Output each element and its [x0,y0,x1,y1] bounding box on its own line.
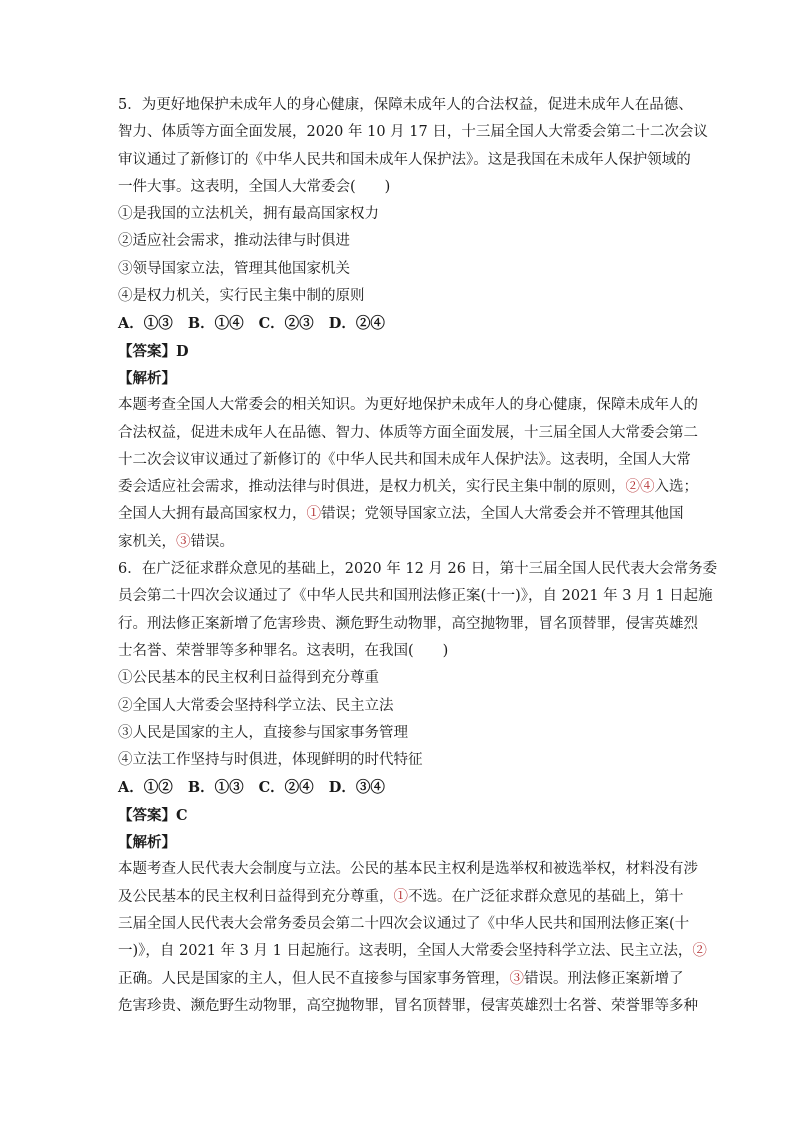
q5-analysis-line: 合法权益，促进未成年人在品德、智力、体质等方面全面发展，十三届全国人大常委会第二 [118,424,698,441]
q6-choices [118,774,678,801]
q6-choice-c: C．②④ [258,779,314,797]
q5-analysis-text: 错误；党领导国家立法，全国人大常委会并不管理其他国 [321,506,684,523]
q6-stem-line: 员会第二十四次会议通过了《中华人民共和国刑法修正案(十一)》，自 2021 年 3 月 1 日起施 [118,588,713,605]
q6-answer [118,802,678,829]
q6-analysis-line: 本题考查人民代表大会制度与立法。公民的基本民主权利是选举权和被选举权，材料没有涉 [118,861,698,878]
q6-analysis-text: 不选。在广泛征求群众意见的基础上，第十 [408,888,684,905]
q6-analysis-mark: ③ [509,970,524,987]
q6-option: ③人民是国家的主人，直接参与国家事务管理 [118,724,408,741]
q5-analysis-text: 委会适应社会需求，推动法律与时俱进，是权力机关，实行民主集中制的原则， [118,479,626,496]
q6-analysis-text: 正确。人民是国家的主人，但人民不直接参与国家事务管理， [118,970,510,987]
q5-analysis-text: 入选； [654,479,698,496]
q6-analysis-line [118,938,707,965]
q5-stem-line: 一件大事。这表明，全国人大常委会( ) [118,178,391,195]
question-5 [118,92,708,556]
q6-analysis-mark: ① [393,888,408,905]
q5-option: ①是我国的立法机关，拥有最高国家权力 [118,206,379,223]
q5-answer-label: 【答案】 [118,342,176,360]
question-6 [118,556,718,1020]
q6-option: ①公民基本的民主权利日益得到充分尊重 [118,670,379,687]
q5-choice-d: D．②④ [328,315,385,333]
q5-analysis-label: 【解析】 [118,369,176,387]
q6-analysis-text: 及公民基本的民主权利日益得到充分尊重， [118,888,394,905]
q6-option: ④立法工作坚持与时俱进，体现鲜明的时代特征 [118,752,423,769]
q6-analysis-line [118,884,684,911]
q6-analysis-line: 危害珍贵、濒危野生动物罪，高空抛物罪，冒名顶替罪，侵害英雄烈士名誉、荣誉罪等多种 [118,997,698,1014]
q5-stem-line: 审议通过了新修订的《中华人民共和国未成年人保护法》。这是我国在未成年人保护领域的 [118,151,691,168]
q6-analysis-text: 错误。刑法修正案新增了 [524,970,684,987]
q6-analysis-text: 一)》，自 2021 年 3 月 1 日起施行。这表明，全国人大常委会坚持科学立法、民主立法， [118,943,693,960]
q5-analysis-mark: ②④ [625,479,655,496]
q5-choices [118,310,678,337]
q5-answer [118,338,678,365]
q6-answer-value: C [176,806,188,824]
q5-analysis-line [118,474,698,501]
q5-choice-b: B．①④ [187,315,244,333]
q6-choice-d: D．③④ [328,779,385,797]
q5-analysis-mark: ③ [176,533,191,550]
q6-analysis-line: 三届全国人民代表大会常务委员会第二十四次会议通过了《中华人民共和国刑法修正案(十 [118,915,690,932]
q6-stem-line: 6．在广泛征求群众意见的基础上，2020 年 12 月 26 日，第十三届全国人民代表大会常务委 [118,561,718,578]
q6-option: ②全国人大常委会坚持科学立法、民主立法 [118,697,394,714]
q5-analysis-line: 本题考查全国人大常委会的相关知识。为更好地保护未成年人的身心健康，保障未成年人的 [118,397,698,414]
q5-analysis-text: 全国人大拥有最高国家权力， [118,506,307,523]
q6-stem-line: 士名誉、荣誉罪等多种罪名。这表明，在我国( ) [118,642,449,659]
q6-answer-label: 【答案】 [118,806,176,824]
q5-analysis-text: 家机关， [118,533,176,550]
q6-analysis-label: 【解析】 [118,834,176,852]
q6-analysis-mark: ② [692,943,707,960]
q5-choice-c: C．②③ [258,315,314,333]
q6-stem-line: 行。刑法修正案新增了危害珍贵、濒危野生动物罪，高空抛物罪，冒名顶替罪，侵害英雄烈 [118,615,698,632]
q5-analysis-text: 错误。 [190,533,234,550]
q6-choice-b: B．①③ [187,779,244,797]
q5-answer-value: D [176,342,189,360]
q6-analysis-line [118,966,684,993]
q5-analysis-mark: ① [306,506,321,523]
q5-stem-line: 5．为更好地保护未成年人的身心健康，保障未成年人的合法权益，促进未成年人在品德、 [118,97,693,113]
q5-analysis-line: 十二次会议审议通过了新修订的《中华人民共和国未成年人保护法》。这表明，全国人大常 [118,451,691,468]
document-content [118,92,718,1020]
q5-option: ④是权力机关，实行民主集中制的原则 [118,288,365,305]
q5-choice-a: A．①③ [118,315,173,333]
q5-option: ②适应社会需求，推动法律与时俱进 [118,233,350,250]
q5-analysis-line [118,501,684,528]
q6-choice-a: A．①② [118,779,173,797]
q5-option: ③领导国家立法，管理其他国家机关 [118,260,350,277]
q5-stem-line: 智力、体质等方面全面发展，2020 年 10 月 17 日，十三届全国人大常委会第二十二次会议 [118,124,708,141]
q5-analysis-line [118,529,678,556]
